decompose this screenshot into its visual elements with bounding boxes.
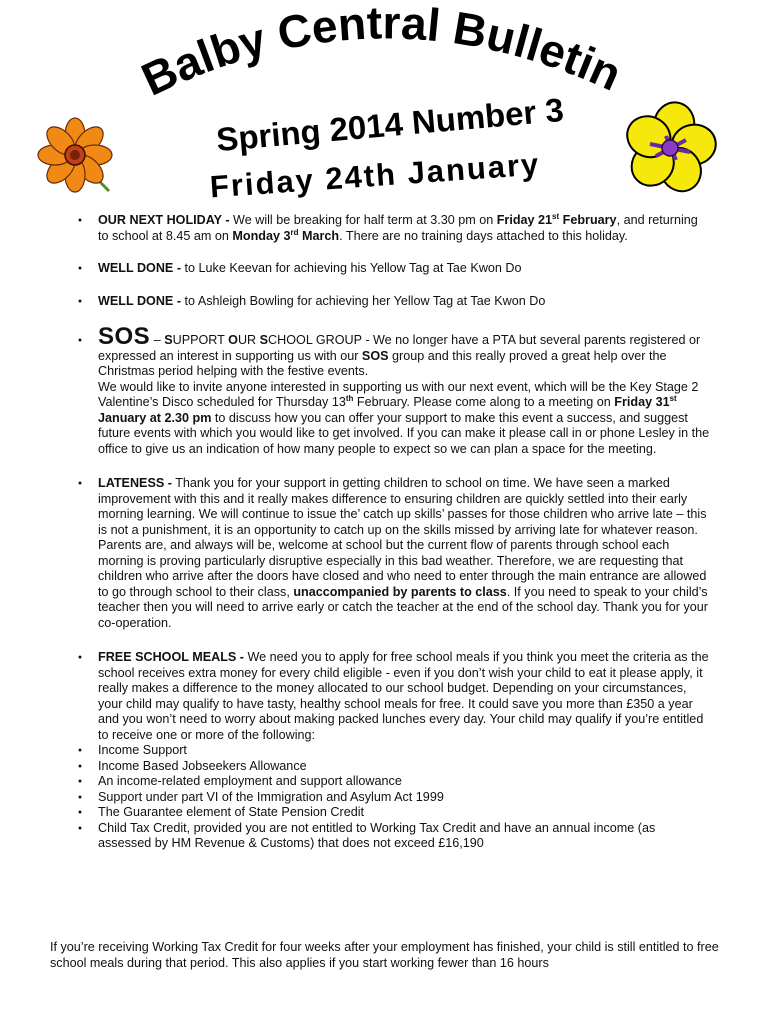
body-text: to Luke Keevan for achieving his Yellow Tag at Tae Kwon Do — [181, 261, 522, 275]
notice-paragraph — [98, 213, 710, 244]
bullet-icon: ● — [77, 793, 83, 801]
bold-text: unaccompanied by parents to class — [293, 584, 507, 599]
notice-paragraph — [98, 294, 710, 310]
superscript-text: th — [345, 394, 354, 403]
bold-text: Friday 21 — [496, 213, 553, 227]
bullet-icon: ● — [77, 265, 83, 272]
notice-paragraph — [98, 650, 710, 743]
notice-paragraph — [98, 759, 710, 775]
notice-lateness — [0, 476, 768, 631]
bullet-icon: ● — [77, 480, 83, 487]
notice-free-school-meals — [0, 650, 768, 743]
bulletin-title: Balby Central Bulletin — [133, 0, 630, 106]
bullet-icon: ● — [77, 762, 83, 770]
bold-text: LATENESS - — [98, 476, 172, 490]
bullet-icon: ● — [77, 809, 83, 816]
body-text: February. Please come along to a meeting on — [353, 395, 615, 409]
notice-crit-3 — [0, 774, 768, 790]
body-text: , and returning to school at 8.45 am on — [98, 213, 698, 243]
bullet-icon: ● — [77, 654, 83, 661]
bold-text: SOS — [361, 348, 389, 363]
bold-text: March — [298, 228, 340, 243]
body-text: An income-related employment and support allowance — [98, 774, 402, 788]
body-text: . There are no training days attached to this holiday. — [339, 228, 628, 243]
notice-crit-5 — [0, 805, 768, 821]
superscript-text: st — [669, 394, 677, 403]
bold-text: January at 2.30 pm — [98, 410, 212, 425]
body-text: to Ashleigh Bowling for achieving her Yellow Tag at Tae Kwon Do — [181, 293, 546, 308]
bold-text: SOS — [98, 323, 151, 350]
newsletter-body — [0, 213, 768, 852]
bullet-icon: ● — [77, 217, 83, 224]
bold-text: WELL DONE - — [98, 293, 182, 308]
bold-text: WELL DONE - — [98, 261, 182, 275]
notice-paragraph — [98, 821, 710, 852]
issue-date: Friday 24th January — [208, 146, 542, 205]
body-text: group and this really proved a great help over the Christmas period helping with the festive events. — [98, 348, 667, 378]
body-text: We would like to invite anyone interested in supporting us with our next event, which will be the Key Stage 2 Valentine’s Disco scheduled for Thursday 13 — [98, 379, 699, 409]
body-text: Income Support — [98, 743, 187, 757]
body-text: We will be breaking for half term at 3.30 pm on — [229, 213, 497, 227]
masthead — [0, 0, 768, 205]
notice-well-done-2 — [0, 294, 768, 310]
notice-paragraph — [98, 805, 710, 821]
body-text: Income Based Jobseekers Allowance — [98, 758, 307, 773]
notice-well-done-1 — [0, 261, 768, 277]
bold-text: Friday 31 — [614, 395, 670, 409]
body-text: . If you need to speak to your child’s teacher then you will need to arrive early or catch the teacher at the end of the school day. Thank you for your co-operation. — [98, 584, 708, 630]
body-text: – — [150, 333, 165, 347]
notice-paragraph — [98, 790, 710, 806]
bold-text: S — [259, 333, 269, 347]
masthead-graphic — [0, 0, 768, 205]
notice-paragraph — [98, 323, 710, 380]
notice-crit-4 — [0, 790, 768, 806]
orange-flower-icon — [38, 118, 112, 192]
notice-paragraph — [98, 261, 710, 277]
notice-crit-1 — [0, 743, 768, 759]
bold-text: S — [164, 333, 173, 347]
bullet-icon: ● — [77, 747, 83, 754]
body-text: The Guarantee element of State Pension Credit — [98, 805, 365, 819]
bullet-icon: ● — [77, 337, 83, 344]
notice-paragraph — [98, 743, 710, 759]
issue-subtitle: Spring 2014 Number 3 — [214, 90, 566, 159]
body-text: Support under part VI of the Immigration and Asylum Act 1999 — [98, 789, 444, 804]
superscript-text: rd — [290, 227, 299, 237]
body-text: Child Tax Credit, provided you are not entitled to Working Tax Credit and have an annual income (as assessed by HM Revenue & Customs) that does not exceed £16,190 — [98, 820, 656, 850]
notice-crit-6 — [0, 821, 768, 852]
bullet-icon: ● — [77, 297, 83, 305]
bold-text: Monday 3 — [232, 228, 291, 243]
bold-text: February — [559, 213, 617, 227]
body-text: Thank you for your support in getting children to school on time. We have seen a marked improvement with this and it really makes difference to ensuring children are quickly settled into their early morning learning. We will continue to issue the’ catch up skills’ passes for those children who arrive late – this is not a punishment, it is an opportunity to catch up on the skills missed by arriving late for whatever reason. Parents are, and always will be, welcome at school but the current flow of parents through school each morning is proving particularly disruptive especially in this bad weather. Therefore, we are requesting that children who arrive after the doors have closed and who need to enter through the main entrance are allowed to go through school to their class, — [98, 476, 707, 599]
bold-text: OUR NEXT HOLIDAY - — [98, 213, 230, 227]
notice-crit-2 — [0, 759, 768, 775]
yellow-purple-flower-icon — [620, 99, 718, 198]
notice-sos — [0, 323, 768, 457]
notice-holiday — [0, 213, 768, 244]
body-text: UR — [237, 333, 260, 347]
notice-paragraph — [98, 380, 710, 458]
bullet-icon: ● — [77, 824, 83, 832]
body-text: to discuss how you can offer your support to make this event a success, and suggest future events with which you would like to get involved. If you can make it please call in or phone Lesley in the office to give us an indication of how many people to expect so we can plan a space for the meeting. — [98, 410, 710, 456]
superscript-text: st — [552, 212, 560, 221]
notice-paragraph — [98, 476, 710, 631]
bold-text: FREE SCHOOL MEALS - — [98, 650, 245, 664]
body-text: We need you to apply for free school meals if you think you meet the criteria as the school receives extra money for every child eligible - even if you don’t wish your child to eat it please apply, it really makes a difference to the money allocated to our school budget. Depending on your circumstances, your child may qualify to have tasty, healthy school meals for free. It could save you more than £350 a year and you won’t need to worry about making packed lunches every day. Your child may qualify if you’re entitled to receive one or more of the following: — [98, 650, 709, 742]
notice-paragraph — [98, 774, 710, 790]
body-text: UPPORT — [172, 333, 229, 347]
bold-text: O — [228, 333, 238, 347]
closing-paragraph: If you’re receiving Working Tax Credit for four weeks after your employment has finished, your child is still entitled to free school meals during that period. This also applies if you start working fewer than 16 hours — [50, 940, 719, 970]
bullet-icon: ● — [77, 778, 83, 785]
body-text: CHOOL GROUP - We no longer have a PTA but several parents registered or expressed an interest in supporting us with our — [98, 333, 701, 363]
